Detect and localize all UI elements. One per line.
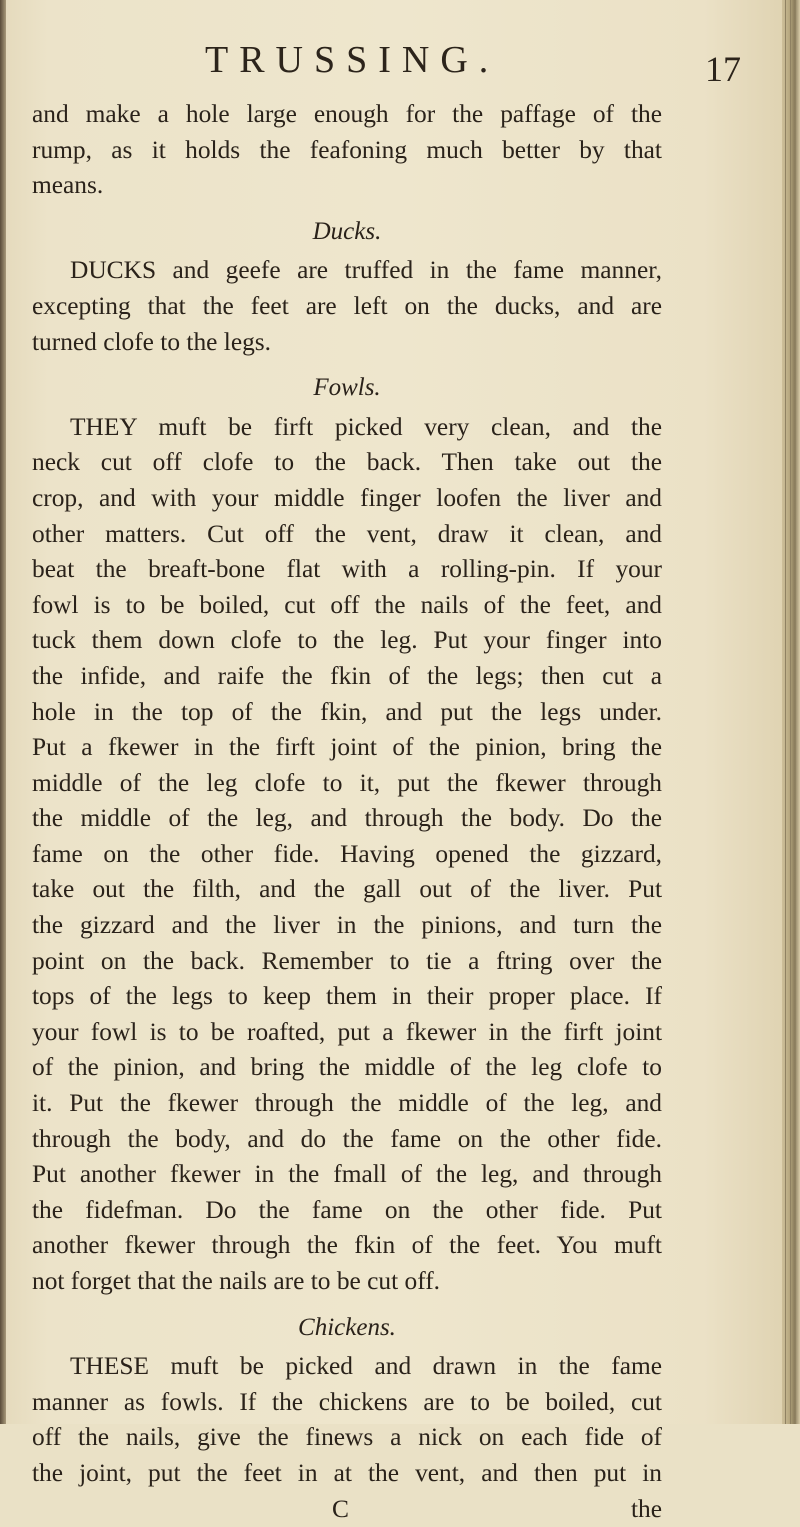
- text-line: turned clofe to the legs.: [32, 327, 272, 356]
- text-line: of the pinion, and bring the middle of the leg clofe to: [32, 1053, 662, 1082]
- text-line: the middle of the leg, and through the body. Do the: [32, 804, 662, 833]
- text-line: the infide, and raife the fkin of the legs; then cut a: [32, 661, 662, 690]
- section-heading: Chickens.: [298, 1313, 396, 1341]
- text-line: fame on the other fide. Having opened the gizzard,: [32, 839, 662, 868]
- text-line: not forget that the nails are to be cut off.: [32, 1267, 441, 1295]
- text-line: crop, and with your middle finger loofen the liver and: [32, 483, 662, 512]
- text-line: DUCKS and geefe are truffed in the fame manner,: [70, 256, 662, 285]
- text-line: the gizzard and the liver in the pinions, and turn the: [32, 911, 662, 940]
- text-line: middle of the leg clofe to it, put the fkewer through: [32, 768, 662, 797]
- page-header: [0, 36, 782, 106]
- text-line: fowl is to be boiled, cut off the nails of the feet, and: [32, 590, 662, 619]
- running-head: TRUSSING.: [205, 39, 500, 81]
- body-text: [32, 97, 662, 1527]
- text-line: off the nails, give the finews a nick on each fide of: [32, 1423, 662, 1452]
- signature-mark: C: [332, 1494, 349, 1523]
- text-line: Put another fkewer in the fmall of the leg, and through: [32, 1160, 662, 1189]
- section-fowls: [32, 360, 662, 1299]
- page-edge: [782, 0, 800, 1424]
- text-line: through the body, and do the fame on the other fide.: [32, 1124, 662, 1153]
- text-line: manner as fowls. If the chickens are to be boiled, cut: [32, 1387, 662, 1416]
- text-line: Put a fkewer in the firft joint of the pinion, bring the: [32, 733, 662, 762]
- page-footer: [32, 1492, 662, 1527]
- text-line: it. Put the fkewer through the middle of the leg, and: [32, 1089, 662, 1118]
- section-heading: Ducks.: [312, 217, 382, 245]
- catchword: the: [630, 1494, 662, 1523]
- text-line: and make a hole large enough for the paffage of the: [32, 100, 662, 128]
- section-heading: Fowls.: [313, 374, 381, 402]
- paragraph-continuation: [32, 97, 662, 204]
- text-line: excepting that the feet are left on the ducks, and are: [32, 291, 662, 320]
- text-line: means.: [32, 171, 104, 200]
- section-ducks: [32, 204, 662, 360]
- text-line: beat the breaft-bone flat with a rolling-pin. If your: [32, 555, 662, 584]
- text-line: tuck them down clofe to the leg. Put your finger into: [32, 626, 662, 655]
- text-line: take out the filth, and the gall out of the liver. Put: [32, 875, 662, 904]
- text-line: your fowl is to be roafted, put a fkewer in the firft joint: [32, 1017, 662, 1046]
- text-line: neck cut off clofe to the back. Then take out the: [32, 448, 662, 477]
- text-line: rump, as it holds the feafoning much better by that: [32, 135, 662, 164]
- text-line: the joint, put the feet in at the vent, and then put in: [32, 1458, 662, 1487]
- text-line: THESE muft be picked and drawn in the fame: [70, 1352, 662, 1381]
- text-line: the fidefman. Do the fame on the other fide. Put: [32, 1195, 662, 1224]
- text-line: tops of the legs to keep them in their proper place. If: [32, 982, 662, 1011]
- text-line: another fkewer through the fkin of the feet. You muft: [32, 1231, 662, 1260]
- text-line: point on the back. Remember to tie a ftring over the: [32, 946, 662, 975]
- text-line: hole in the top of the fkin, and put the legs under.: [32, 697, 662, 726]
- section-chickens: [32, 1300, 662, 1492]
- page-number: 17: [705, 49, 741, 89]
- text-line: THEY muft be firft picked very clean, and the: [70, 412, 662, 441]
- text-line: other matters. Cut off the vent, draw it clean, and: [32, 519, 662, 548]
- page-gutter-shadow: [0, 0, 6, 1424]
